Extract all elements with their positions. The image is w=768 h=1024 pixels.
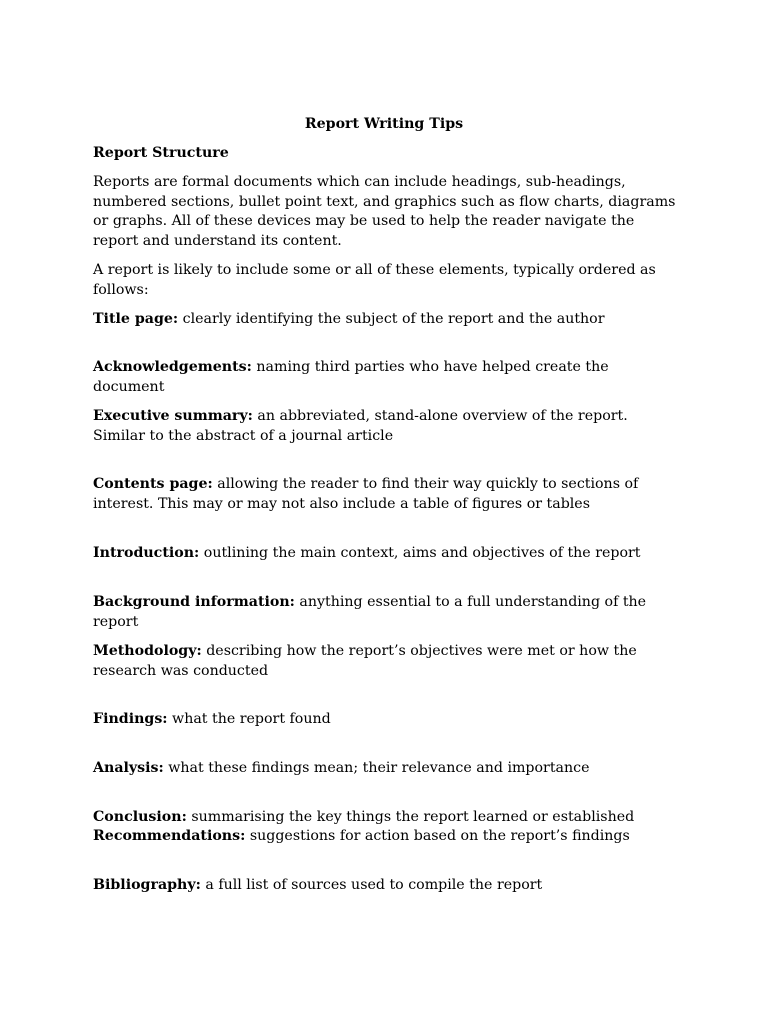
element-description: an abbreviated, stand-alone overview of the report. Similar to the abstract of a journal article <box>93 408 628 444</box>
element-term: Methodology: <box>93 643 202 659</box>
element-description: naming third parties who have helped create the document <box>93 359 609 395</box>
element-term: Conclusion: <box>93 809 187 825</box>
element-description: what the report found <box>167 711 331 727</box>
element-entry-title-page <box>93 310 683 330</box>
element-description: allowing the reader to find their way quickly to sections of interest. This may or may not also include a table of figures or tables <box>93 476 639 512</box>
element-term: Introduction: <box>93 545 200 561</box>
element-term: Background information: <box>93 594 295 610</box>
element-term: Findings: <box>93 711 168 727</box>
element-description: suggestions for action based on the report’s findings <box>245 828 630 844</box>
element-entry-recommendations <box>93 827 683 847</box>
element-term: Executive summary: <box>93 408 253 424</box>
element-entry-analysis <box>93 759 683 779</box>
element-entry-acknowledgements <box>93 358 683 397</box>
element-term: Contents page: <box>93 476 213 492</box>
intro-paragraph: A report is likely to include some or all of these elements, typically ordered as follows: <box>93 262 656 298</box>
element-entry-conclusion <box>93 808 683 828</box>
element-term: Analysis: <box>93 760 164 776</box>
element-term: Recommendations: <box>93 828 246 844</box>
element-description: clearly identifying the subject of the report and the author <box>178 311 605 327</box>
element-entry-introduction <box>93 544 683 564</box>
document-title: Report Writing Tips <box>304 116 464 132</box>
element-term: Title page: <box>93 311 179 327</box>
element-entry-findings <box>93 710 683 730</box>
element-entry-bibliography <box>93 876 683 896</box>
element-description: summarising the key things the report learned or established <box>186 809 635 825</box>
element-entry-background-information <box>93 593 683 632</box>
element-term: Bibliography: <box>93 877 201 893</box>
element-description: a full list of sources used to compile the report <box>200 877 543 893</box>
element-term: Acknowledgements: <box>93 359 252 375</box>
element-description: describing how the report’s objectives were met or how the research was conducted <box>93 643 637 679</box>
element-description: outlining the main context, aims and objectives of the report <box>199 545 641 561</box>
intro-paragraph: Reports are formal documents which can include headings, sub-headings, numbered sections, bullet point text, and graphics such as flow charts, diagrams or graphs. All of these devices may be used to help the reader navigate the report and understand its content. <box>93 174 676 249</box>
section-heading: Report Structure <box>93 145 229 161</box>
element-entry-executive-summary <box>93 407 683 446</box>
element-description: what these findings mean; their relevance and importance <box>163 760 590 776</box>
element-entry-contents-page <box>93 475 683 514</box>
element-entry-methodology <box>93 642 683 681</box>
element-description: anything essential to a full understanding of the report <box>93 594 647 630</box>
